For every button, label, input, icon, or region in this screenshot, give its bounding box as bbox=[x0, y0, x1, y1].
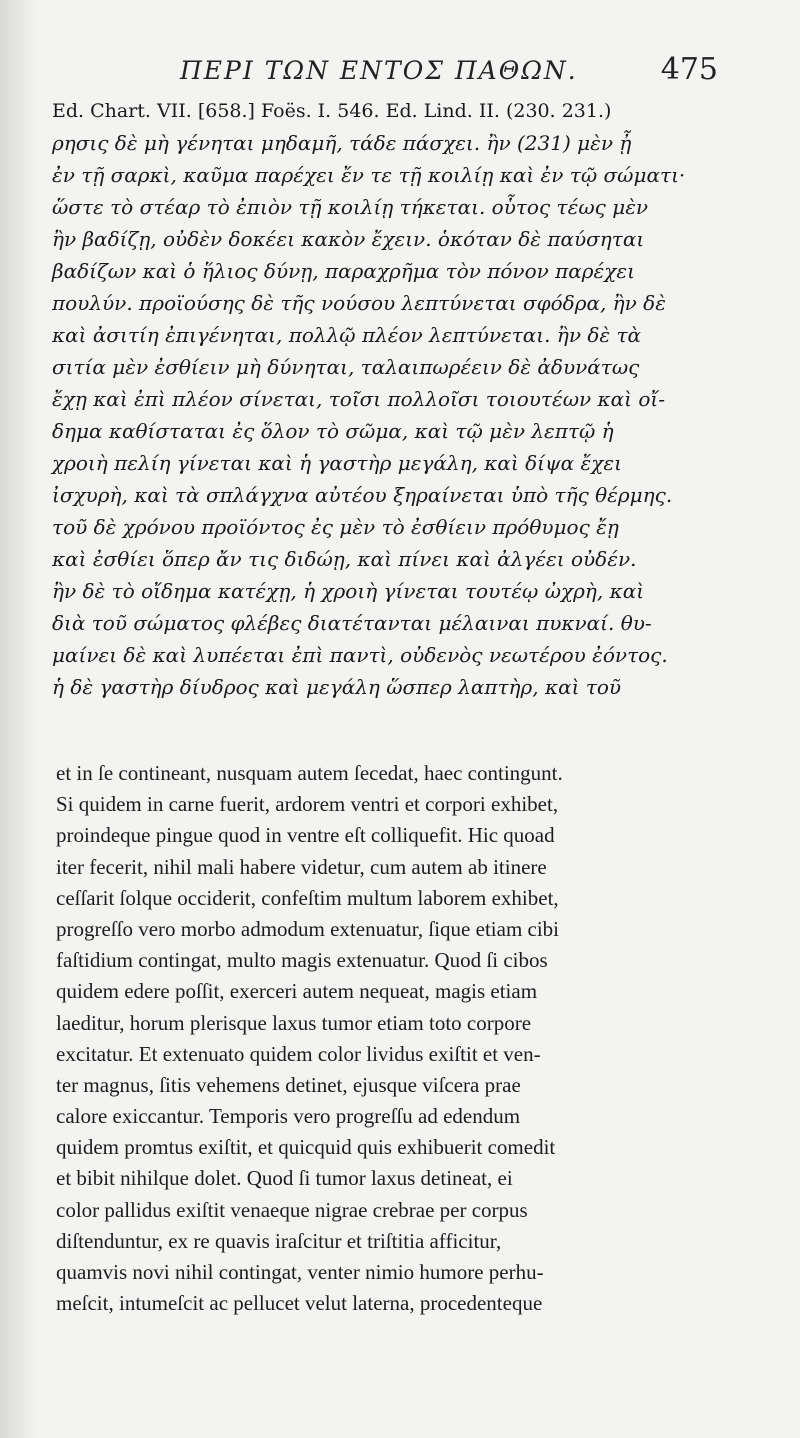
latin-line: quidem promtus exiſtit, et quicquid quis exhibuerit comedit bbox=[56, 1135, 556, 1160]
latin-line: et bibit nihilque dolet. Quod ſi tumor laxus detineat, ei bbox=[56, 1166, 513, 1191]
greek-line: πουλύν. προϊούσης δὲ τῆς νούσου λεπτύνεται σφόδρα, ἢν δὲ bbox=[52, 291, 666, 315]
greek-line: καὶ ἀσιτίη ἐπιγένηται, πολλῷ πλέον λεπτύνεται. ἢν δὲ τὰ bbox=[52, 323, 642, 347]
latin-line: faſtidium contingat, multo magis extenuatur. Quod ſi cibos bbox=[56, 948, 548, 973]
greek-line: μαίνει δὲ καὶ λυπέεται ἐπὶ παντὶ, οὐδενὸς νεωτέρου ἐόντος. bbox=[52, 643, 668, 667]
greek-line: ρησις δὲ μὴ γένηται μηδαμῆ, τάδε πάσχει. ἢν (231) μὲν ᾖ bbox=[52, 131, 632, 155]
greek-line: ἰσχυρὴ, καὶ τὰ σπλάγχνα αὐτέου ξηραίνεται ὑπὸ τῆς θέρμης. bbox=[52, 483, 673, 507]
latin-line: color pallidus exiſtit venaeque nigrae crebrae per corpus bbox=[56, 1197, 528, 1222]
latin-line: laeditur, horum plerisque laxus tumor etiam toto corpore bbox=[56, 1010, 532, 1035]
page-header bbox=[40, 50, 760, 90]
latin-translation-block bbox=[56, 758, 746, 1319]
greek-line: βαδίζων καὶ ὁ ἥλιος δύνῃ, παραχρῆμα τὸν πόνον παρέχει bbox=[52, 259, 635, 283]
edition-reference-line: Ed. Chart. VII. [658.] Foës. I. 546. Ed. Lind. II. (230. 231.) bbox=[52, 100, 612, 122]
latin-line: diſtenduntur, ex re quavis iraſcitur et triſtitia afficitur, bbox=[56, 1228, 502, 1253]
latin-line: progreſſo vero morbo admodum extenuatur, ſique etiam cibi bbox=[56, 916, 560, 941]
greek-line: δημα καθίσταται ἐς ὅλον τὸ σῶμα, καὶ τῷ μὲν λεπτῷ ἡ bbox=[52, 419, 614, 443]
greek-text-block bbox=[52, 95, 752, 703]
latin-line: excitatur. Et extenuato quidem color lividus exiſtit et ven- bbox=[56, 1041, 541, 1066]
greek-line: ὥστε τὸ στέαρ τὸ ἐπιὸν τῇ κοιλίῃ τήκεται. οὗτος τέως μὲν bbox=[52, 195, 649, 219]
latin-line: proindeque pingue quod in ventre eſt colliquefit. Hic quoad bbox=[56, 823, 555, 848]
page-number: 475 bbox=[660, 52, 718, 87]
running-title: ΠΕΡΙ ΤΩΝ ΕΝΤΟΣ ΠΑΘΩΝ. bbox=[180, 56, 578, 85]
latin-line: quamvis novi nihil contingat, venter nimio humore perhu- bbox=[56, 1260, 544, 1284]
greek-line: ἢν βαδίζῃ, οὐδὲν δοκέει κακὸν ἔχειν. ὁκόταν δὲ παύσηται bbox=[52, 227, 645, 251]
latin-line: iter fecerit, nihil mali habere videtur, cum autem ab itinere bbox=[56, 854, 547, 879]
greek-line: καὶ ἐσθίει ὅπερ ἄν τις διδώῃ, καὶ πίνει καὶ ἀλγέει οὐδέν. bbox=[52, 547, 637, 571]
greek-line: ἐν τῇ σαρκὶ, καῦμα παρέχει ἔν τε τῇ κοιλίῃ καὶ ἐν τῷ σώματι· bbox=[52, 163, 686, 187]
latin-line: Si quidem in carne fuerit, ardorem ventri et corpori exhibet, bbox=[56, 792, 559, 817]
latin-line: calore exiccantur. Temporis vero progreſſu ad edendum bbox=[56, 1104, 521, 1129]
greek-line: σιτία μὲν ἐσθίειν μὴ δύνηται, ταλαιπωρέειν δὲ ἀδυνάτως bbox=[52, 355, 640, 379]
latin-line: et in ſe contineant, nusquam autem ſecedat, haec contingunt. bbox=[56, 761, 563, 785]
greek-line: ἔχῃ καὶ ἐπὶ πλέον σίνεται, τοῖσι πολλοῖσι τοιουτέων καὶ οἴ- bbox=[52, 387, 666, 411]
greek-line: ἡ δὲ γαστὴρ δίυδρος καὶ μεγάλη ὥσπερ λαπτὴρ, καὶ τοῦ bbox=[52, 675, 622, 699]
latin-line: ceſſarit ſolque occiderit, confeſtim multum laborem exhibet, bbox=[56, 885, 559, 910]
greek-line: τοῦ δὲ χρόνου προϊόντος ἐς μὲν τὸ ἐσθίειν πρόθυμος ἔῃ bbox=[52, 515, 619, 539]
greek-line: ἢν δὲ τὸ οἴδημα κατέχῃ, ἡ χροιὴ γίνεται τουτέῳ ὠχρὴ, καὶ bbox=[52, 579, 645, 603]
latin-line: meſcit, intumeſcit ac pellucet velut laterna, procedenteque bbox=[56, 1291, 543, 1316]
greek-line: διὰ τοῦ σώματος φλέβες διατέτανται μέλαιναι πυκναί. θυ- bbox=[52, 611, 652, 635]
latin-line: ter magnus, ſitis vehemens detinet, ejusque viſcera prae bbox=[56, 1072, 521, 1097]
latin-line: quidem edere poſſit, exerceri autem nequeat, magis etiam bbox=[56, 979, 538, 1004]
greek-line: χροιὴ πελίη γίνεται καὶ ἡ γαστὴρ μεγάλη, καὶ δίψα ἔχει bbox=[52, 451, 622, 475]
